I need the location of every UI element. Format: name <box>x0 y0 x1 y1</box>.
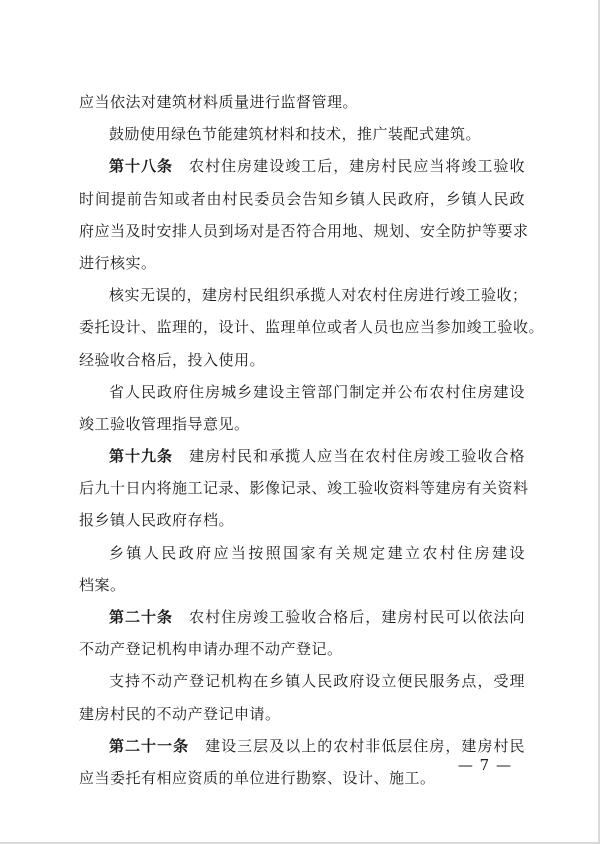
article-number: 第十八条 <box>109 157 174 176</box>
text-line: 不动产登记机构申请办理不动产登记。 <box>79 640 343 659</box>
text-line: 委托设计、监理的，设计、监理单位或者人员也应当参加竣工验收。 <box>79 318 545 337</box>
article-heading-line <box>79 150 525 182</box>
document-body <box>79 86 545 794</box>
text-line: 时间提前告知或者由村民委员会告知乡镇人民政府，乡镇人民政 <box>79 189 525 208</box>
text-line: 核实无误的，建房村民组织承揽人对农村住房进行竣工验收； <box>109 286 528 305</box>
text-line: 竣工验收管理指导意见。 <box>79 414 250 433</box>
text-line: 鼓励使用绿色节能建筑材料和技术，推广装配式建筑。 <box>109 125 482 144</box>
text-span: 农村住房竣工验收合格后，建房村民可以依法向 <box>189 608 525 626</box>
article-number: 第二十条 <box>109 608 174 626</box>
text-line: 府应当及时安排人员到场对是否符合用地、规划、安全防护等要求 <box>79 221 529 240</box>
text-line: 经验收合格后，投入使用。 <box>79 350 266 369</box>
article-number: 第二十一条 <box>109 736 190 755</box>
text-line: 省人民政府住房城乡建设主管部门制定并公布农村住房建设 <box>109 382 525 401</box>
text-line: 进行核实。 <box>79 253 157 272</box>
article-heading-line <box>79 440 525 472</box>
article-number: 第十九条 <box>109 447 174 466</box>
article-heading-line <box>79 601 525 633</box>
text-line: 支持不动产登记机构在乡镇人民政府设立便民服务点，受理 <box>109 672 525 691</box>
text-line: 应当委托有相应资质的单位进行勘察、设计、施工。 <box>79 768 436 787</box>
text-line: 后九十日内将施工记录、影像记录、竣工验收资料等建房有关资料 <box>79 479 529 498</box>
page-number: — 7 — <box>457 756 512 774</box>
text-line: 报乡镇人民政府存档。 <box>79 511 235 530</box>
text-line: 应当依法对建筑材料质量进行监督管理。 <box>79 93 359 111</box>
text-span: 建设三层及以上的农村非低层住房，建房村民 <box>205 736 525 755</box>
text-line: 建房村民的不动产登记申请。 <box>79 704 281 723</box>
text-line: 乡镇人民政府应当按照国家有关规定建立农村住房建设 <box>109 543 525 562</box>
text-line: 档案。 <box>79 575 126 594</box>
text-span: 农村住房建设竣工后，建房村民应当将竣工验收 <box>189 157 525 176</box>
text-span: 建房村民和承揽人应当在农村住房竣工验收合格 <box>189 447 525 466</box>
